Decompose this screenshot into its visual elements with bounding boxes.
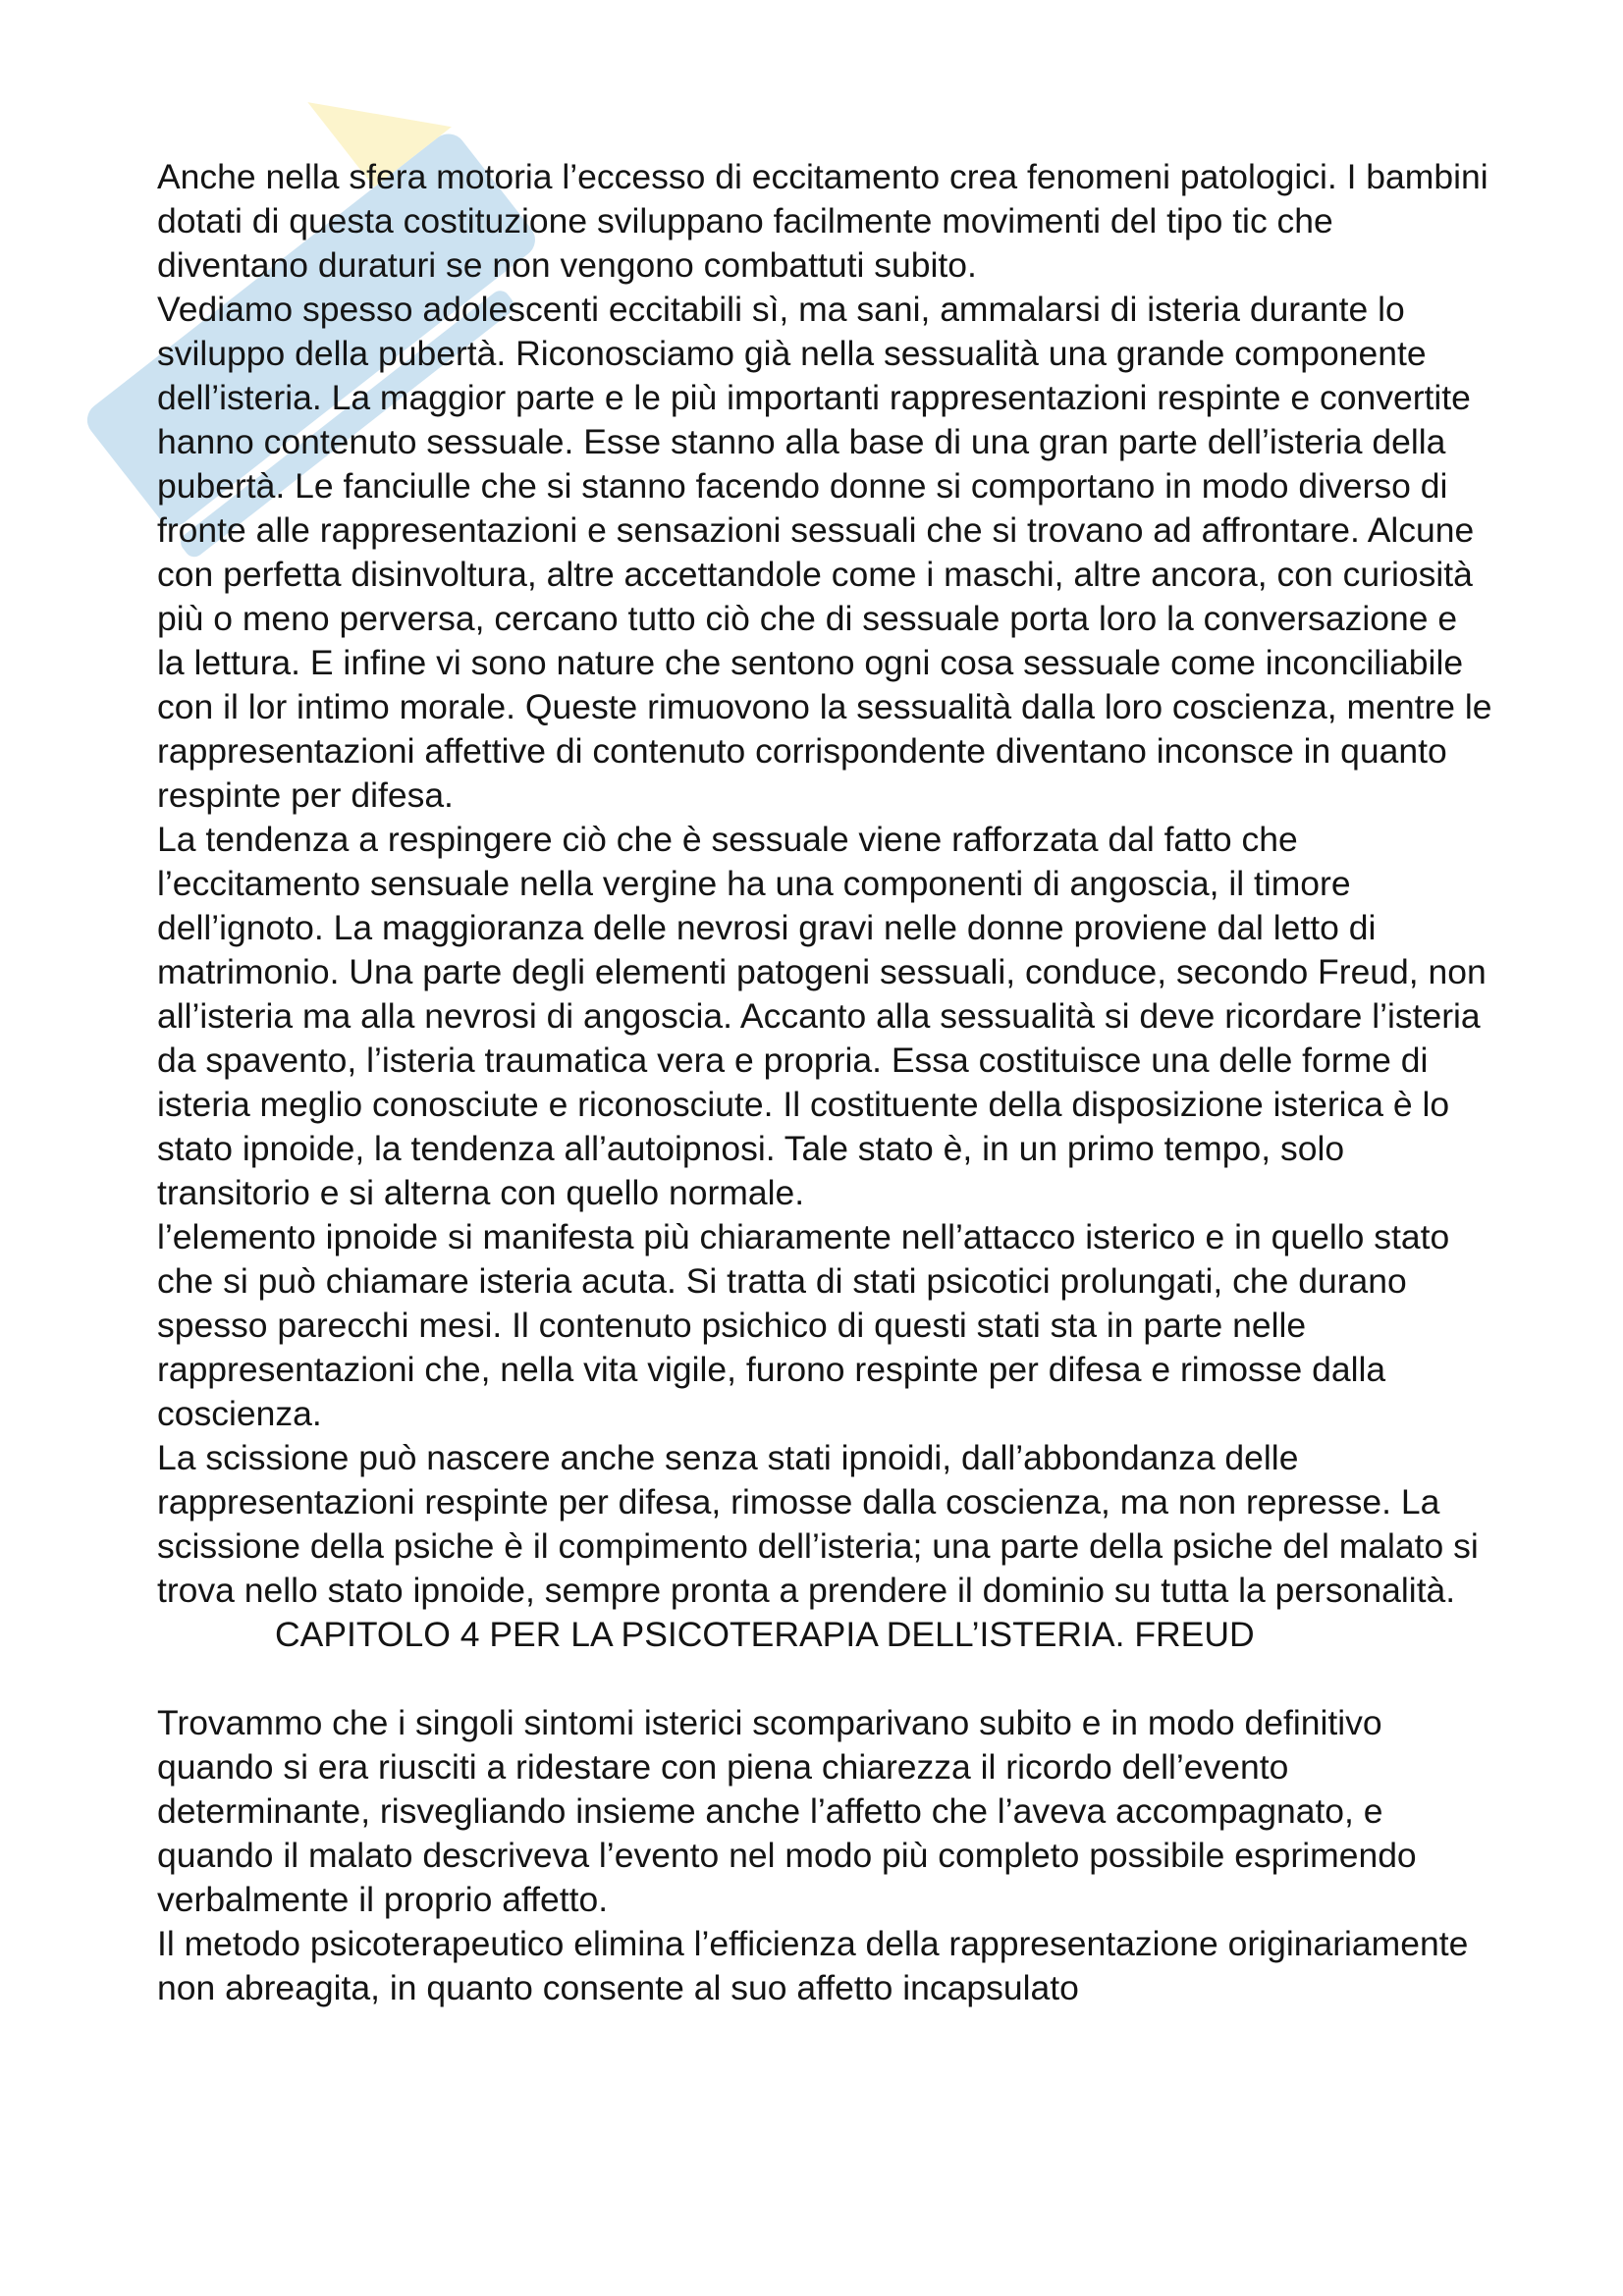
blank-line <box>157 1657 1492 1701</box>
paragraph: La scissione può nascere anche senza stati ipnoidi, dall’abbondanza delle rappresentazioni respinte per difesa, rimosse dalla coscienza, ma non represse. La scissione della psiche è il compimento dell’isteria; una parte della psiche del malato si trova nello stato ipnoide, sempre pronta a prendere il dominio su tutta la personalità. <box>157 1438 1479 1610</box>
paragraph: Trovammo che i singoli sintomi isterici scomparivano subito e in modo definitivo quando si era riusciti a ridestare con piena chiarezza il ricordo dell’evento determinante, risvegliando insieme anche l’affetto che l’aveva accompagnato, e quando il malato descriveva l’evento nel modo più completo possibile esprimendo verbalmente il proprio affetto. <box>157 1703 1417 1919</box>
paragraph: Vediamo spesso adolescenti eccitabili sì, ma sani, ammalarsi di isteria durante lo sviluppo della pubertà. Riconosciamo già nella sessualità una grande componente dell’isteria. La maggior parte e le più importanti rappresentazioni respinte e convertite hanno contenuto sessuale. Esse stanno alla base di una gran parte dell’isteria della pubertà. Le fanciulle che si stanno facendo donne si comportano in modo diverso di fronte alle rappresentazioni e sensazioni sessuali che si trovano ad affrontare. Alcune con perfetta disinvoltura, altre accettandole come i maschi, altre ancora, con curiosità più o meno perversa, cercano tutto ciò che di sessuale porta loro la conversazione e la lettura. E infine vi sono nature che sentono ogni cosa sessuale come inconciliabile con il lor intimo morale. Queste rimuovono la sessualità dalla loro coscienza, mentre le rappresentazioni affettive di contenuto corrispondente diventano inconsce in quanto respinte per difesa. <box>157 290 1492 815</box>
paragraph: Il metodo psicoterapeutico elimina l’efficienza della rappresentazione originariamente non abreagita, in quanto consente al suo affetto incapsulato <box>157 1924 1469 2007</box>
chapter-heading: CAPITOLO 4 PER LA PSICOTERAPIA DELL’ISTERIA. FREUD <box>275 1615 1255 1654</box>
paragraph: l’elemento ipnoide si manifesta più chiaramente nell’attacco isterico e in quello stato che si può chiamare isteria acuta. Si tratta di stati psicotici prolungati, che durano spesso parecchi mesi. Il contenuto psichico di questi stati sta in parte nelle rappresentazioni che, nella vita vigile, furono respinte per difesa e rimosse dalla coscienza. <box>157 1217 1450 1433</box>
paragraph: La tendenza a respingere ciò che è sessuale viene rafforzata dal fatto che l’eccitamento sensuale nella vergine ha una componenti di angoscia, il timore dell’ignoto. La maggioranza delle nevrosi gravi nelle donne proviene dal letto di matrimonio. Una parte degli elementi patogeni sessuali, conduce, secondo Freud, non all’isteria ma alla nevrosi di angoscia. Accanto alla sessualità si deve ricordare l’isteria da spavento, l’isteria traumatica vera e propria. Essa costituisce una delle forme di isteria meglio conosciute e riconosciute. Il costituente della disposizione isterica è lo stato ipnoide, la tendenza all’autoipnosi. Tale stato è, in un primo tempo, solo transitorio e si alterna con quello normale. <box>157 820 1487 1212</box>
paragraph: Anche nella sfera motoria l’eccesso di eccitamento crea fenomeni patologici. I bambini dotati di questa costituzione sviluppano facilmente movimenti del tipo tic che diventano duraturi se non vengono combattuti subito. <box>157 157 1488 285</box>
document-body <box>157 155 1492 2010</box>
